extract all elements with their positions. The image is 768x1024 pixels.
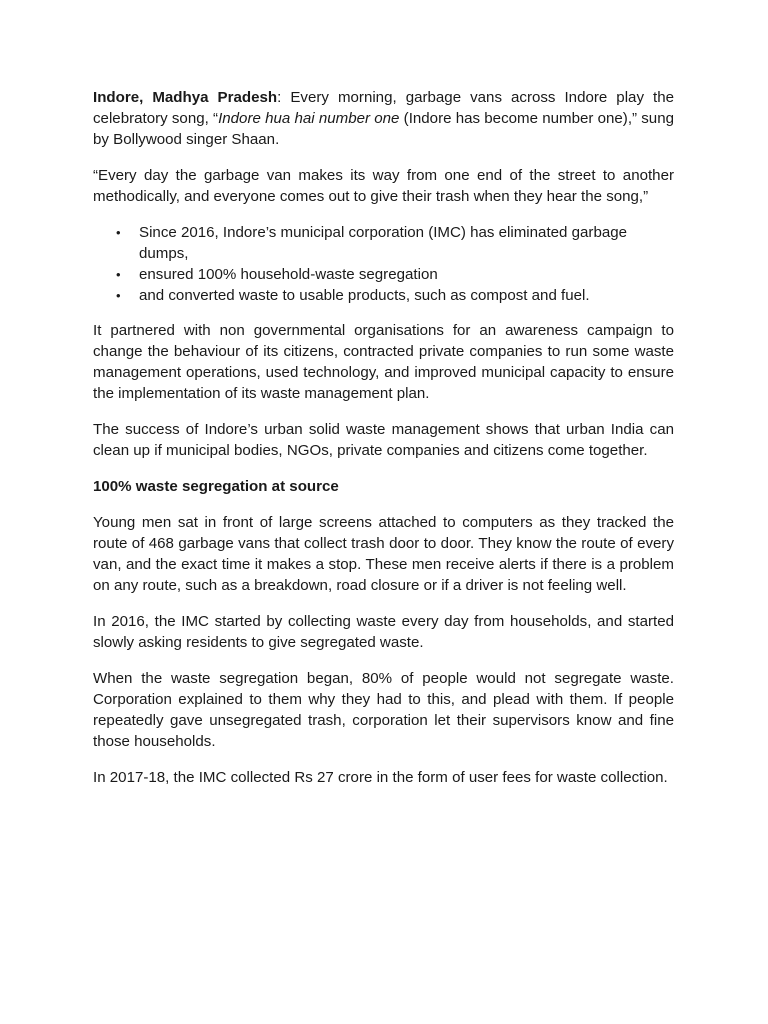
intro-song-title: Indore hua hai number one (218, 110, 400, 127)
intro-text-after-song: (Indore has become number one),” sung by Bollywood singer Shaan. (93, 110, 674, 148)
intro-text-before-song: : Every morning, garbage vans across Indore play the celebratory song, “ (93, 89, 674, 127)
bullet-item (116, 285, 674, 306)
segregation-paragraph: When the waste segregation began, 80% of people would not segregate waste. Corporation explained to them why they had to this, and plead with them. If people repeatedly gave unsegregated trash, corporation let their supervisors know and fine those households. (93, 670, 674, 750)
young-men-paragraph: Young men sat in front of large screens attached to computers as they tracked the route of 468 garbage vans that collect trash door to door. They know the route of every van, and the exact time it makes a stop. These men receive alerts if there is a problem on any route, such as a breakdown, road closure or if a driver is not feeling well. (93, 514, 674, 594)
2017-paragraph: In 2017-18, the IMC collected Rs 27 crore in the form of user fees for waste collection. (93, 769, 668, 786)
bullet-item (116, 264, 674, 285)
intro-paragraph (93, 87, 674, 150)
section-heading: 100% waste segregation at source (93, 478, 339, 495)
bullet-marker: • (116, 288, 121, 303)
bullet-marker: • (116, 225, 121, 240)
2016-paragraph: In 2016, the IMC started by collecting waste every day from households, and started slowly asking residents to give segregated waste. (93, 613, 674, 651)
quote-paragraph: “Every day the garbage van makes its way from one end of the street to another methodically, and everyone comes out to give their trash when they hear the song,” (93, 167, 674, 205)
bullet-text: Since 2016, Indore’s municipal corporation (IMC) has eliminated garbage dumps, (139, 224, 628, 262)
bullet-marker: • (116, 267, 121, 282)
intro-location: Indore, Madhya Pradesh (93, 89, 278, 106)
success-paragraph: The success of Indore’s urban solid waste management shows that urban India can clean up if municipal bodies, NGOs, private companies and citizens come together. (93, 421, 674, 459)
partnered-paragraph: It partnered with non governmental organisations for an awareness campaign to change the behaviour of its citizens, contracted private companies to run some waste management operations, used technology, and improved municipal capacity to ensure the implementation of its waste management plan. (93, 322, 674, 402)
bullet-text: and converted waste to usable products, such as compost and fuel. (139, 287, 590, 304)
bullet-item (116, 222, 674, 264)
bullet-list (93, 222, 674, 306)
bullet-text: ensured 100% household-waste segregation (139, 266, 438, 283)
